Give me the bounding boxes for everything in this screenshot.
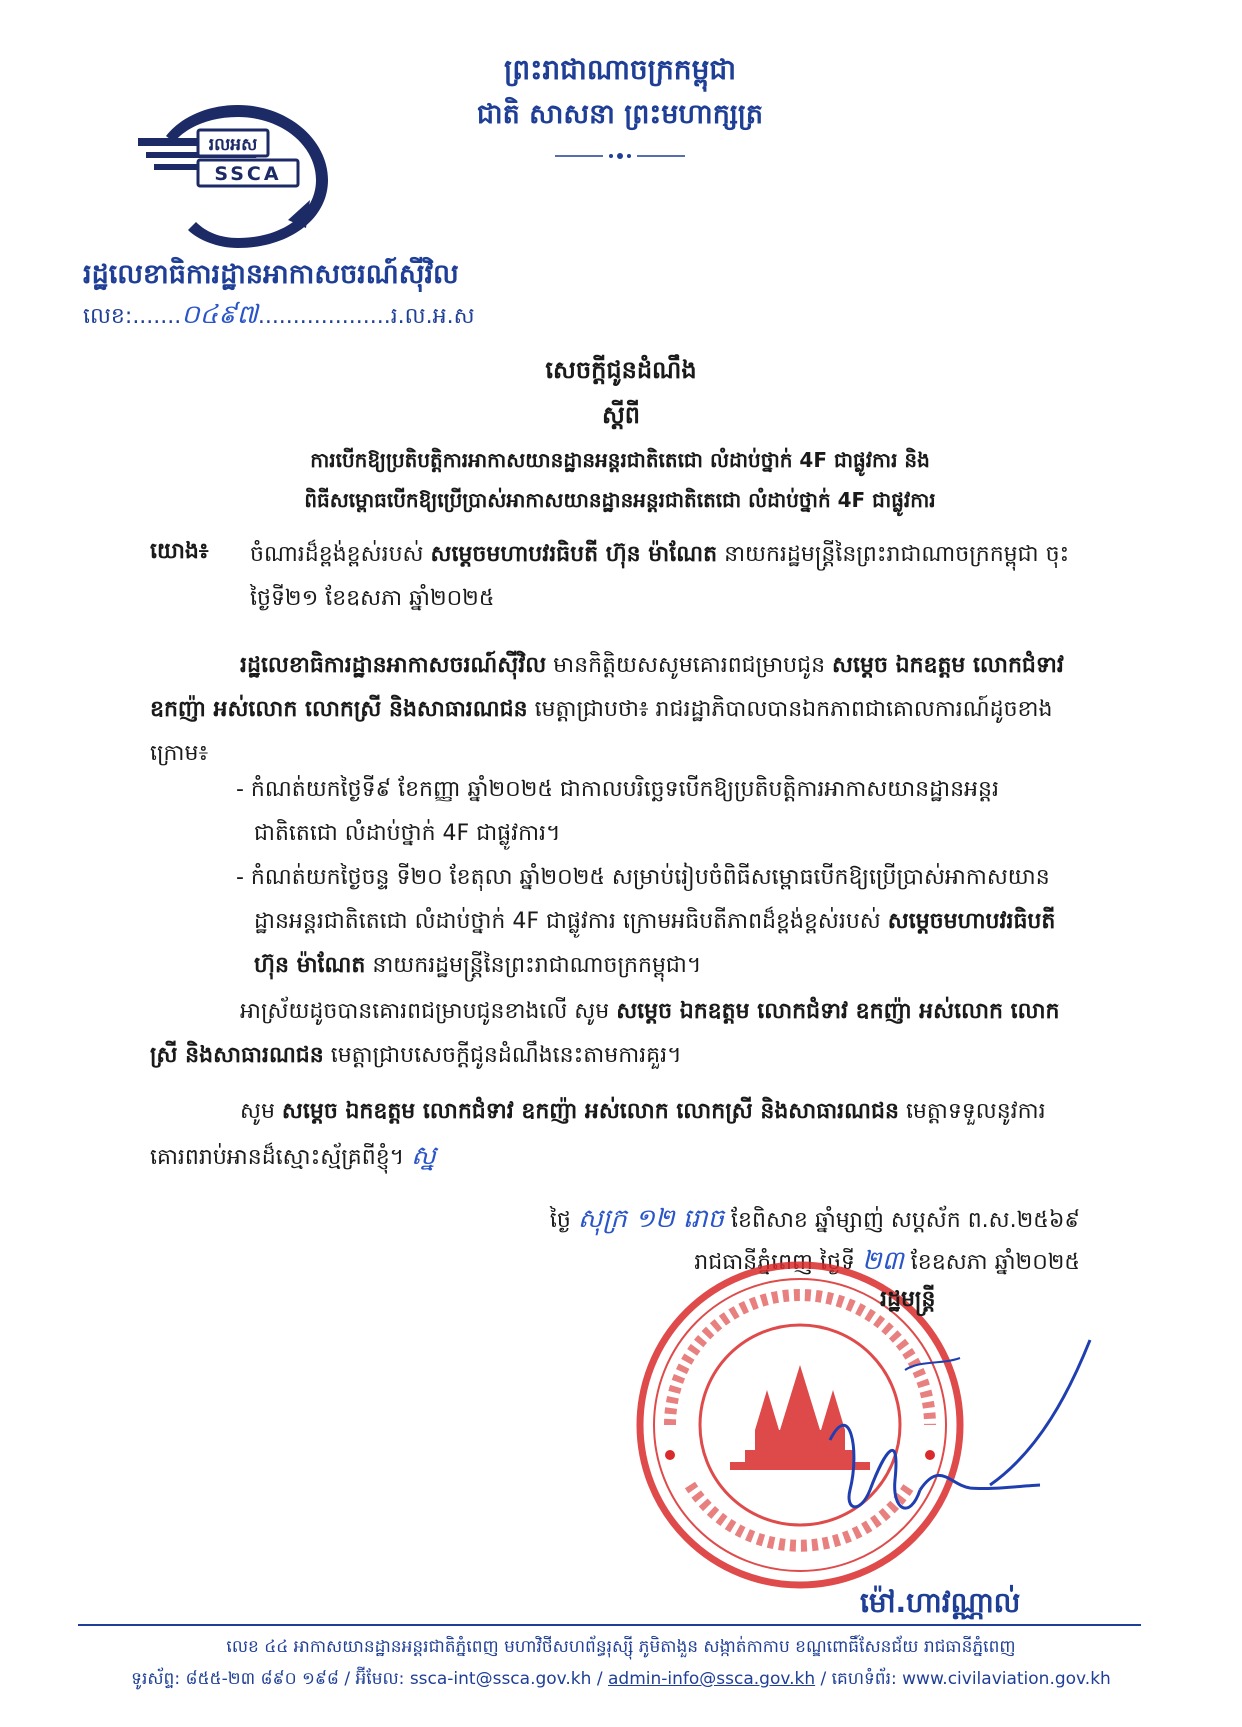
notice-subtitle: ស្តីពី	[601, 401, 641, 429]
logo-latin-text: SSCA	[214, 163, 282, 185]
notice-subject	[150, 440, 1090, 520]
organization-name: រដ្ឋលេខាធិការដ្ឋានអាកាសចរណ៍ស៊ីវិល	[83, 259, 459, 290]
body-paragraph-1: រដ្ឋលេខាធិការដ្ឋានអាកាសចរណ៍ស៊ីវិល មានកិត្តិយសសូមគោរពជម្រាបជូន សម្តេច ឯកឧត្តម លោកជំទាវ ឧកញ៉ា អស់លោក លោកស្រី និងសាធារណជន មេត្តាជ្រាបថា៖ រាជរដ្ឋាភិបាលបានឯកភាពជាគោលការណ៍ដូចខាងក្រោម៖	[150, 653, 1064, 766]
footer-phone: ៨៥៥-២៣ ៨៩០ ១៩៨	[185, 1669, 339, 1689]
reference-suffix: រ.ល.អ.ស	[390, 304, 475, 329]
ssca-logo	[138, 100, 338, 250]
kingdom-heading: ព្រះរាជាណាចក្រកម្ពុជា	[503, 53, 736, 86]
prime-minister-name: សម្តេចមហាបវរធិបតី ហ៊ុន ម៉ាណែត	[430, 542, 718, 567]
logo-khmer-text: រលអស	[208, 135, 258, 155]
reference-label: លេខ:	[83, 304, 133, 329]
body-paragraph-3: សូម សម្តេច ឯកឧត្តម លោកជំទាវ ឧកញ៉ា អស់លោក លោកស្រី និងសាធារណជន មេត្តាទទួលនូវការគោរពរាប់អានដ៏ស្មោះស្ម័គ្រពីខ្ញុំ។ ស្ន	[150, 1099, 1046, 1171]
bullet-list	[236, 768, 1080, 988]
reference-number-row: លេខ:.......០៤៩៧...................រ.ល.អ.ស	[83, 300, 475, 330]
minister-title: រដ្ឋមន្ត្រី	[880, 1287, 936, 1312]
lunar-date: ថ្ងៃ សុក្រ ១២ រោច ខែពិសាខ ឆ្នាំម្សាញ់ សប្តស័ក ព.ស.២៥៦៩	[549, 1204, 1080, 1234]
subject-line-1: ការបើកឱ្យប្រតិបត្តិការអាកាសយានដ្ឋានអន្តរជាតិតេជោ លំដាប់ថ្នាក់ 4F ជាផ្លូវការ និង	[310, 448, 930, 472]
body-paragraph-2: អាស្រ័យដូចបានគោរពជម្រាបជូនខាងលើ សូម សម្តេច ឯកឧត្តម លោកជំទាវ ឧកញ៉ា អស់លោក លោកស្រី និងសាធារណជន មេត្តាជ្រាបសេចក្តីជូនដំណឹងនេះតាមការគួរ។	[150, 999, 1060, 1068]
footer-email-admin[interactable]: admin-info@ssca.gov.kh	[607, 1669, 816, 1689]
subject-line-2: ពិធីសម្ពោធបើកឱ្យប្រើប្រាស់អាកាសយានដ្ឋានអន្តរជាតិតេជោ លំដាប់ថ្នាក់ 4F ជាផ្លូវការ	[304, 488, 936, 512]
ornament-divider	[555, 148, 685, 164]
notice-title: សេចក្តីជូនដំណឹង	[545, 356, 697, 384]
reference-section-label: យោង៖	[150, 539, 209, 564]
bullet-item-1: - កំណត់យកថ្ងៃទី៩ ខែកញ្ញា ឆ្នាំ២០២៥ ជាកាលបរិច្ឆេទបើកឱ្យប្រតិបត្តិការអាកាសយានដ្ឋានអន្តរជាតិតេជោ លំដាប់ថ្នាក់ 4F ជាផ្លូវការ។	[236, 777, 999, 846]
handwritten-signature	[790, 1310, 1120, 1560]
footer-website-link[interactable]: www.civilaviation.gov.kh	[902, 1669, 1111, 1689]
footer-address: លេខ ៤៤ អាកាសយានដ្ឋានអន្តរជាតិភ្នំពេញ មហាវិថីសហព័ន្ធរុស្ស៊ី ភូមិតាងួន សង្កាត់កាកាប ខណ្ឌពោធិ៍សែនជ័យ រាជធានីភ្នំពេញ	[226, 1637, 1016, 1657]
reference-number: ០៤៩៧	[181, 300, 258, 330]
signer-name: ម៉ៅ.ហាវណ្ណាល់	[860, 1586, 1021, 1619]
bullet-item-2: - កំណត់យកថ្ងៃចន្ទ ទី២០ ខែតុលា ឆ្នាំ២០២៥ សម្រាប់រៀបចំពិធីសម្ពោធបើកឱ្យប្រើប្រាស់អាកាសយានដ្ឋានអន្តរជាតិតេជោ លំដាប់ថ្នាក់ 4F ជាផ្លូវការ ក្រោមអធិបតីភាពដ៏ខ្ពង់ខ្ពស់របស់ សម្តេចមហាបវរធិបតី ហ៊ុន ម៉ាណែត នាយករដ្ឋមន្ត្រីនៃព្រះរាជាណាចក្រកម្ពុជា។	[236, 865, 1056, 978]
footer-email-int[interactable]: ssca-int@ssca.gov.kh	[409, 1669, 592, 1689]
reference-section-text: ចំណារដ៏ខ្ពង់ខ្ពស់របស់ សម្តេចមហាបវរធិបតី ហ៊ុន ម៉ាណែត នាយករដ្ឋមន្ត្រីនៃព្រះរាជាណាចក្រកម្ពុជា ចុះថ្ងៃទី២១ ខែឧសភា ឆ្នាំ២០២៥	[250, 542, 1070, 611]
national-motto: ជាតិ សាសនា ព្រះមហាក្សត្រ	[476, 99, 764, 130]
footer-divider	[78, 1624, 1141, 1626]
handwritten-initials: ស្ន	[411, 1141, 436, 1171]
solar-date: រាជធានីភ្នំពេញ ថ្ងៃទី ២៣ ខែឧសភា ឆ្នាំ២០២៥	[694, 1246, 1080, 1276]
footer-contacts: ទូរស័ព្ទ: ៨៥៥-២៣ ៨៩០ ១៩៨ / អ៊ីមែល: ssca-int@ssca.gov.kh / admin-info@ssca.gov.kh / គេហទំព័រ: www.civilaviation.gov.kh	[131, 1669, 1111, 1689]
